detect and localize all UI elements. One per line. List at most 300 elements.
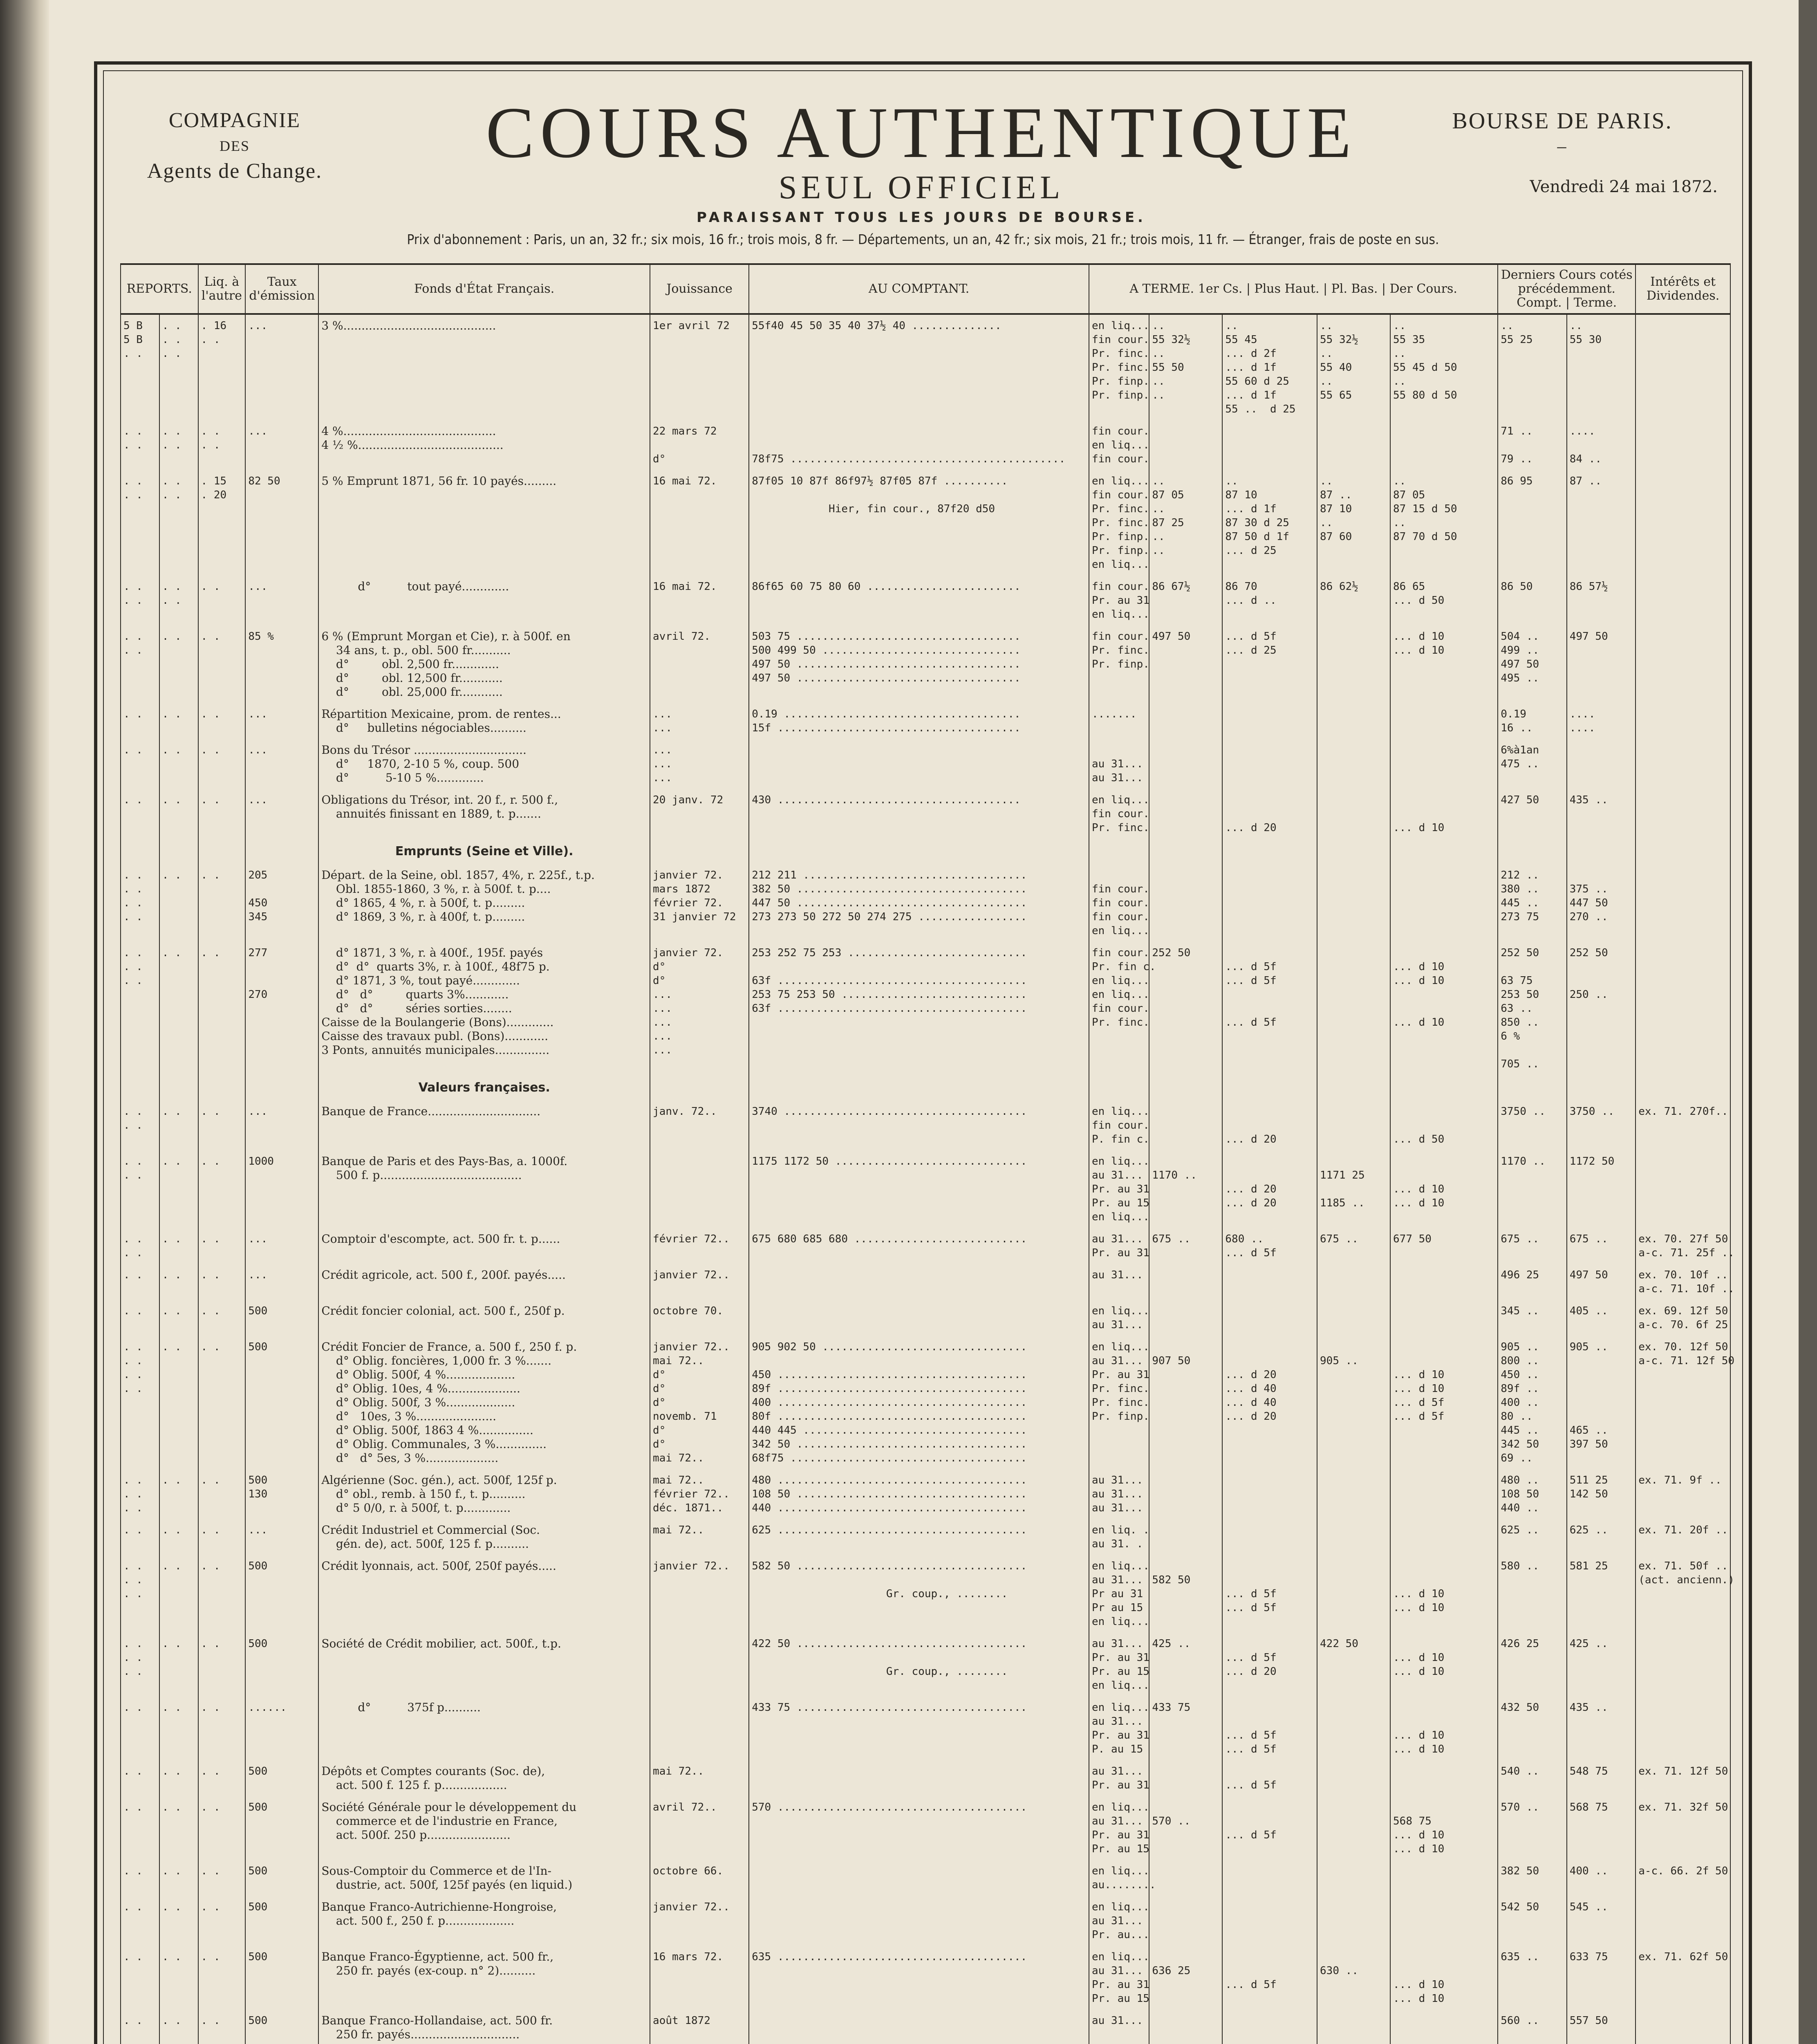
terme-mode-cell: en liq... au 31... Pr. au 31 Pr. finc. Pr. finc. Pr. finp. bbox=[1089, 1336, 1149, 1469]
jouissance-cell: février 72.. bbox=[650, 1228, 749, 1264]
comptant-cell: 570 ....................................... bbox=[749, 1796, 1089, 1860]
dividendes-cell: ex. 71. 9f .. bbox=[1636, 1469, 1730, 1519]
table-body bbox=[121, 314, 1735, 2044]
plus-haut-cell: ... d 20 ... d 20 bbox=[1222, 1150, 1317, 1228]
dernier-cours-cell: ... d 10 ... d 10 bbox=[1390, 1150, 1498, 1228]
liq-autre-cell: . . bbox=[198, 739, 246, 789]
dernier-cours-cell: ... d 10 ... d 10 ... d 5f ... d 5f bbox=[1390, 1336, 1498, 1469]
reports-cell: . . . . bbox=[121, 420, 159, 470]
jouissance-cell: avril 72.. bbox=[650, 1796, 749, 1860]
reports-cell: . . . . bbox=[121, 576, 159, 625]
jouissance-cell: janvier 72. d° d° ... ... ... ... ... bbox=[650, 942, 749, 1075]
liq-pr-cell: . . bbox=[159, 1760, 198, 1796]
terme-mode-cell: fin cour. fin cour. fin cour. en liq... bbox=[1089, 864, 1149, 942]
liq-autre-cell: . 16 . . bbox=[198, 314, 246, 420]
plus-haut-cell bbox=[1222, 1264, 1317, 1300]
blank-cell bbox=[1222, 839, 1317, 864]
premier-cours-cell bbox=[1149, 789, 1222, 839]
premier-cours-cell: 425 .. bbox=[1149, 1633, 1222, 1697]
reports-cell: 5 B 5 B . . bbox=[121, 314, 159, 420]
jouissance-cell: 16 mars 72. bbox=[650, 1946, 749, 2010]
taux-cell: ... bbox=[245, 1100, 318, 1150]
plus-haut-cell: ... d 20 bbox=[1222, 789, 1317, 839]
taux-cell: 500 bbox=[245, 1555, 318, 1633]
liq-autre-cell: . . bbox=[198, 1796, 246, 1860]
taux-cell: 500 bbox=[245, 1796, 318, 1860]
terme-mode-cell: au 31... bbox=[1089, 1264, 1149, 1300]
terme-mode-cell: au 31... au 31... au 31... bbox=[1089, 1469, 1149, 1519]
security-row bbox=[121, 942, 1730, 1075]
dernier-cours-cell bbox=[1390, 864, 1498, 942]
fonds-cell: Banque Franco-Hollandaise, act. 500 fr. 250 fr. payés.............................. bbox=[318, 2010, 650, 2044]
liq-pr-cell: . . bbox=[159, 1555, 198, 1633]
jouissance-cell: 20 janv. 72 bbox=[650, 789, 749, 839]
blank-cell bbox=[650, 1075, 749, 1100]
jouissance-cell: 16 mai 72. bbox=[650, 470, 749, 576]
publisher-line1: COMPAGNIE bbox=[168, 109, 301, 132]
fonds-cell: Crédit lyonnais, act. 500f, 250f payés..... bbox=[318, 1555, 650, 1633]
dividendes-cell: ex. 71. 12f 50 bbox=[1636, 1760, 1730, 1796]
plus-bas-cell bbox=[1317, 1519, 1390, 1555]
comptant-cell: 905 902 50 ................................ 450 ....................................... 89f ....................................... 400 ....................................... 80f ....................................... 440 445 ................................... 342 50 .................................... 68f75 ..................................... bbox=[749, 1336, 1089, 1469]
blank-cell bbox=[121, 839, 159, 864]
reports-cell: . . bbox=[121, 1946, 159, 2010]
reports-cell: . . bbox=[121, 1519, 159, 1555]
plus-bas-cell: 675 .. bbox=[1317, 1228, 1390, 1264]
bourse-block bbox=[1407, 108, 1718, 159]
security-row bbox=[121, 864, 1730, 942]
taux-cell: ... bbox=[245, 314, 318, 420]
premier-cours-cell bbox=[1149, 1760, 1222, 1796]
terme-mode-cell: fin cour. Pr. fin c. en liq... en liq... fin cour. Pr. finc. bbox=[1089, 942, 1149, 1075]
taux-cell: 82 50 bbox=[245, 470, 318, 576]
jouissance-cell bbox=[650, 1697, 749, 1760]
fonds-cell: Crédit Industriel et Commercial (Soc. gén. de), act. 500f, 125 f. p.......... bbox=[318, 1519, 650, 1555]
taux-cell: ... bbox=[245, 703, 318, 739]
fonds-cell: d° tout payé............. bbox=[318, 576, 650, 625]
plus-haut-cell bbox=[1222, 864, 1317, 942]
blank-cell bbox=[749, 839, 1089, 864]
reports-cell: . . bbox=[121, 2010, 159, 2044]
terme-mode-cell: fin cour. Pr. finc. Pr. finp. bbox=[1089, 625, 1149, 703]
reports-cell: . . bbox=[121, 703, 159, 739]
liq-autre-cell: . . bbox=[198, 864, 246, 942]
col-taux: Taux d'émission bbox=[245, 264, 318, 314]
plus-bas-cell bbox=[1317, 1264, 1390, 1300]
dernier-cours-cell bbox=[1390, 1519, 1498, 1555]
liq-pr-cell: . . bbox=[159, 1150, 198, 1228]
security-row bbox=[121, 1633, 1730, 1697]
blank-cell bbox=[1149, 839, 1222, 864]
fonds-cell: Société Générale pour le développement du commerce et de l'industrie en France, act. 500f. 250 p....................... bbox=[318, 1796, 650, 1860]
prev-terme-cell: 581 25 bbox=[1567, 1555, 1636, 1633]
plus-bas-cell bbox=[1317, 942, 1390, 1075]
dernier-cours-cell bbox=[1390, 1896, 1498, 1946]
publisher-line3: Agents de Change. bbox=[147, 159, 323, 183]
dividendes-cell: ex. 71. 50f .. (act. ancienn.) bbox=[1636, 1555, 1730, 1633]
prev-comptant-cell: 542 50 bbox=[1498, 1896, 1566, 1946]
jouissance-cell: 1er avril 72 bbox=[650, 314, 749, 420]
plus-bas-cell: 86 62½ bbox=[1317, 576, 1390, 625]
prev-terme-cell: 568 75 bbox=[1567, 1796, 1636, 1860]
liq-pr-cell: . . bbox=[159, 1519, 198, 1555]
prev-terme-cell: 905 .. 465 .. 397 50 bbox=[1567, 1336, 1636, 1469]
security-row bbox=[121, 1555, 1730, 1633]
prev-comptant-cell: 427 50 bbox=[1498, 789, 1566, 839]
prev-comptant-cell: 675 .. bbox=[1498, 1228, 1566, 1264]
plus-bas-cell bbox=[1317, 1697, 1390, 1760]
dividendes-cell bbox=[1636, 576, 1730, 625]
security-row bbox=[121, 625, 1730, 703]
taux-cell: ...... bbox=[245, 1697, 318, 1760]
dividendes-cell: ex. 71. 270f.. bbox=[1636, 1100, 1730, 1150]
comptant-cell bbox=[749, 1760, 1089, 1796]
reports-cell: . . bbox=[121, 1264, 159, 1300]
prev-comptant-cell: 905 .. 800 .. 450 .. 89f .. 400 .. 80 .. 445 .. 342 50 69 .. bbox=[1498, 1336, 1566, 1469]
taux-cell: 500 bbox=[245, 1633, 318, 1697]
publisher-block bbox=[120, 108, 349, 184]
taux-cell: 277 270 bbox=[245, 942, 318, 1075]
premier-cours-cell: 675 .. bbox=[1149, 1228, 1222, 1264]
prev-terme-cell: 511 25 142 50 bbox=[1567, 1469, 1636, 1519]
dividendes-cell bbox=[1636, 1633, 1730, 1697]
comptant-cell bbox=[749, 2010, 1089, 2044]
taux-cell: ... bbox=[245, 739, 318, 789]
plus-haut-cell: ... d 5f ... d 5f bbox=[1222, 1697, 1317, 1760]
prev-comptant-cell: 3750 .. bbox=[1498, 1100, 1566, 1150]
dividendes-cell: ex. 69. 12f 50 a-c. 70. 6f 25 bbox=[1636, 1300, 1730, 1336]
comptant-cell: 55f40 45 50 35 40 37½ 40 .............. bbox=[749, 314, 1089, 420]
liq-pr-cell: . . bbox=[159, 789, 198, 839]
prev-comptant-cell: 625 .. bbox=[1498, 1519, 1566, 1555]
security-row bbox=[121, 420, 1730, 470]
blank-cell bbox=[198, 839, 246, 864]
blank-cell bbox=[121, 1075, 159, 1100]
plus-bas-cell bbox=[1317, 1100, 1390, 1150]
prev-comptant-cell: 560 .. bbox=[1498, 2010, 1566, 2044]
fonds-cell: 3 %.......................................... bbox=[318, 314, 650, 420]
plus-haut-cell: 680 .. ... d 5f bbox=[1222, 1228, 1317, 1264]
jouissance-cell: 22 mars 72 d° bbox=[650, 420, 749, 470]
security-row bbox=[121, 703, 1730, 739]
premier-cours-cell bbox=[1149, 420, 1222, 470]
fonds-cell: Banque de France............................... bbox=[318, 1100, 650, 1150]
jouissance-cell: janvier 72.. mai 72.. d° d° d° novemb. 71 d° d° mai 72.. bbox=[650, 1336, 749, 1469]
fonds-cell: Obligations du Trésor, int. 20 f., r. 500 f., annuités finissant en 1889, t. p....... bbox=[318, 789, 650, 839]
taux-cell: ... bbox=[245, 1228, 318, 1264]
prev-comptant-cell: 86 95 bbox=[1498, 470, 1566, 576]
reports-cell: . . bbox=[121, 789, 159, 839]
blank-cell bbox=[1498, 839, 1566, 864]
taux-cell: ... bbox=[245, 420, 318, 470]
reports-cell: . . . . . . . . bbox=[121, 864, 159, 942]
comptant-cell: 253 252 75 253 ............................ 63f ....................................... 253 75 253 50 ............................. 63f ....................................... bbox=[749, 942, 1089, 1075]
security-row bbox=[121, 1519, 1730, 1555]
prev-comptant-cell: 580 .. bbox=[1498, 1555, 1566, 1633]
dernier-cours-cell bbox=[1390, 1264, 1498, 1300]
fonds-cell: Bons du Trésor ............................... d° 1870, 2-10 5 %, coup. 500 d° 5-10 5 %............. bbox=[318, 739, 650, 789]
page-frame-inner bbox=[103, 70, 1743, 2044]
prev-terme-cell: .... .... bbox=[1567, 703, 1636, 739]
dernier-cours-cell bbox=[1390, 1860, 1498, 1896]
dividendes-cell bbox=[1636, 420, 1730, 470]
dernier-cours-cell: 568 75 ... d 10 ... d 10 bbox=[1390, 1796, 1498, 1860]
dividendes-cell bbox=[1636, 470, 1730, 576]
dernier-cours-cell: ... d 10 ... d 10 bbox=[1390, 625, 1498, 703]
liq-pr-cell: . . bbox=[159, 1264, 198, 1300]
liq-autre-cell: . . bbox=[198, 1519, 246, 1555]
liq-autre-cell: . . bbox=[198, 789, 246, 839]
comptant-cell: 430 ...................................... bbox=[749, 789, 1089, 839]
terme-mode-cell: au 31... Pr. au 31 Pr. au 15 en liq... bbox=[1089, 1633, 1149, 1697]
page-frame bbox=[94, 61, 1752, 2044]
taux-cell: 85 % bbox=[245, 625, 318, 703]
plus-haut-cell bbox=[1222, 1300, 1317, 1336]
plus-bas-cell: 1171 25 1185 .. bbox=[1317, 1150, 1390, 1228]
premier-cours-cell: 86 67½ bbox=[1149, 576, 1222, 625]
terme-mode-cell: en liq... au 31... Pr. au 31 Pr. au 15 bbox=[1089, 1796, 1149, 1860]
reports-cell: . . bbox=[121, 1896, 159, 1946]
plus-bas-cell bbox=[1317, 789, 1390, 839]
plus-bas-cell bbox=[1317, 864, 1390, 942]
fonds-cell: 6 % (Emprunt Morgan et Cie), r. à 500f. en 34 ans, t. p., obl. 500 fr........... d° obl. 2,500 fr............. d° obl. 12,500 fr............ d° obl. 25,000 fr............ bbox=[318, 625, 650, 703]
security-row bbox=[121, 1150, 1730, 1228]
liq-autre-cell: . . bbox=[198, 1633, 246, 1697]
reports-cell: . . bbox=[121, 1796, 159, 1860]
dernier-cours-cell: ... d 10 ... d 10 bbox=[1390, 1633, 1498, 1697]
dividendes-cell: ex. 71. 20f .. bbox=[1636, 1519, 1730, 1555]
liq-autre-cell: . . . . bbox=[198, 420, 246, 470]
blank-cell bbox=[1636, 839, 1730, 864]
plus-bas-cell bbox=[1317, 2010, 1390, 2044]
liq-autre-cell: . . bbox=[198, 1264, 246, 1300]
blank-cell bbox=[159, 1075, 198, 1100]
prev-comptant-cell: 252 50 63 75 253 50 63 .. 850 .. 6 % 705 .. bbox=[1498, 942, 1566, 1075]
comptant-cell: 480 ....................................... 108 50 .................................... 440 ....................................... bbox=[749, 1469, 1089, 1519]
liq-autre-cell: . . bbox=[198, 942, 246, 1075]
prev-comptant-cell: 540 .. bbox=[1498, 1760, 1566, 1796]
terme-mode-cell: au 31... bbox=[1089, 2010, 1149, 2044]
jouissance-cell: ... ... bbox=[650, 703, 749, 739]
liq-pr-cell: . . bbox=[159, 1896, 198, 1946]
dernier-cours-cell bbox=[1390, 420, 1498, 470]
col-reports: REPORTS. bbox=[121, 264, 198, 314]
fonds-cell: Comptoir d'escompte, act. 500 fr. t. p...... bbox=[318, 1228, 650, 1264]
dernier-cours-cell: .. 87 05 87 15 d 50 .. 87 70 d 50 bbox=[1390, 470, 1498, 576]
dividendes-cell: ex. 70. 10f .. a-c. 71. 10f .. bbox=[1636, 1264, 1730, 1300]
prev-terme-cell: 633 75 bbox=[1567, 1946, 1636, 2010]
col-a-terme: A TERME. 1er Cs. | Plus Haut. | Pl. Bas. | Der Cours. bbox=[1089, 264, 1498, 314]
dernier-cours-cell: 677 50 bbox=[1390, 1228, 1498, 1264]
comptant-cell: 433 75 .................................... bbox=[749, 1697, 1089, 1760]
premier-cours-cell: 907 50 bbox=[1149, 1336, 1222, 1469]
section-heading: Valeurs françaises. bbox=[318, 1075, 650, 1100]
prev-comptant-cell: 426 25 bbox=[1498, 1633, 1566, 1697]
jouissance-cell: avril 72. bbox=[650, 625, 749, 703]
terme-mode-cell: en liq... au 31... Pr au 31 Pr au 15 en liq... bbox=[1089, 1555, 1149, 1633]
plus-haut-cell bbox=[1222, 1860, 1317, 1896]
dividendes-cell: a-c. 66. 2f 50 bbox=[1636, 1860, 1730, 1896]
terme-mode-cell: en liq... au 31... Pr. au 31 P. au 15 bbox=[1089, 1697, 1149, 1760]
dernier-cours-cell: ... d 10 ... d 10 bbox=[1390, 1555, 1498, 1633]
fonds-cell: 5 % Emprunt 1871, 56 fr. 10 payés......... bbox=[318, 470, 650, 576]
premier-cours-cell bbox=[1149, 703, 1222, 739]
premier-cours-cell bbox=[1149, 1860, 1222, 1896]
dividendes-cell bbox=[1636, 625, 1730, 703]
prev-comptant-cell: 345 .. bbox=[1498, 1300, 1566, 1336]
premier-cours-cell bbox=[1149, 1300, 1222, 1336]
taux-cell: 205 450 345 bbox=[245, 864, 318, 942]
premier-cours-cell: 433 75 bbox=[1149, 1697, 1222, 1760]
liq-pr-cell: . . bbox=[159, 625, 198, 703]
prev-terme-cell: 497 50 bbox=[1567, 1264, 1636, 1300]
security-row bbox=[121, 1697, 1730, 1760]
prev-comptant-cell: 480 .. 108 50 440 .. bbox=[1498, 1469, 1566, 1519]
taux-cell: ... bbox=[245, 1519, 318, 1555]
taux-cell: 500 bbox=[245, 1860, 318, 1896]
jouissance-cell: 16 mai 72. bbox=[650, 576, 749, 625]
blank-cell bbox=[1317, 1075, 1390, 1100]
jouissance-cell: janvier 72.. bbox=[650, 1555, 749, 1633]
security-row bbox=[121, 1336, 1730, 1469]
comptant-cell: 212 211 ................................... 382 50 .................................... 447 50 .................................... 273 273 50 272 50 274 275 ................. bbox=[749, 864, 1089, 942]
jouissance-cell: mai 72.. février 72.. déc. 1871.. bbox=[650, 1469, 749, 1519]
liq-autre-cell: . . bbox=[198, 1469, 246, 1519]
liq-pr-cell: . . . . bbox=[159, 420, 198, 470]
fonds-cell: d° 375f p.......... bbox=[318, 1697, 650, 1760]
premier-cours-cell bbox=[1149, 1519, 1222, 1555]
plus-bas-cell: .. 55 32½ .. 55 40 .. 55 65 bbox=[1317, 314, 1390, 420]
liq-autre-cell: . . bbox=[198, 1896, 246, 1946]
blank-cell bbox=[1567, 1075, 1636, 1100]
terme-mode-cell: en liq... au 31... Pr. au 31 Pr. au 15 en liq... bbox=[1089, 1150, 1149, 1228]
taux-cell: 500 bbox=[245, 1336, 318, 1469]
blank-cell bbox=[1636, 1075, 1730, 1100]
plus-haut-cell bbox=[1222, 739, 1317, 789]
plus-bas-cell: 422 50 bbox=[1317, 1633, 1390, 1697]
fonds-cell: Crédit foncier colonial, act. 500 f., 250f p. bbox=[318, 1300, 650, 1336]
col-fonds: Fonds d'État Français. bbox=[318, 264, 650, 314]
prev-terme-cell: 87 .. bbox=[1567, 470, 1636, 576]
plus-haut-cell: ... d 5f ... d 20 bbox=[1222, 1633, 1317, 1697]
blank-cell bbox=[198, 1075, 246, 1100]
liq-pr-cell: . . . . . . bbox=[159, 314, 198, 420]
liq-autre-cell: . . bbox=[198, 2010, 246, 2044]
comptant-cell: 422 50 .................................... Gr. coup., ........ bbox=[749, 1633, 1089, 1697]
terme-mode-cell: fin cour. Pr. au 31 en liq... bbox=[1089, 576, 1149, 625]
dividendes-cell bbox=[1636, 1697, 1730, 1760]
taux-cell: ... bbox=[245, 576, 318, 625]
liq-autre-cell: . . bbox=[198, 703, 246, 739]
comptant-cell bbox=[749, 1264, 1089, 1300]
liq-autre-cell: . . bbox=[198, 576, 246, 625]
plus-bas-cell bbox=[1317, 1469, 1390, 1519]
prev-comptant-cell: 382 50 bbox=[1498, 1860, 1566, 1896]
reports-cell: . . . . . . bbox=[121, 1633, 159, 1697]
dernier-cours-cell bbox=[1390, 1760, 1498, 1796]
liq-pr-cell: . . bbox=[159, 703, 198, 739]
fonds-cell: Banque Franco-Égyptienne, act. 500 fr., 250 fr. payés (ex-coup. n° 2).......... bbox=[318, 1946, 650, 2010]
comptant-cell: 1175 1172 50 .............................. bbox=[749, 1150, 1089, 1228]
subscription-prices: Prix d'abonnement : Paris, un an, 32 fr.; six mois, 16 fr.; trois mois, 8 fr. — Départements, un an, 42 fr.; six mois, 21 fr.; trois mois, 11 fr. — Étranger, frais de poste en sus. bbox=[407, 231, 1439, 247]
blank-cell bbox=[1498, 1075, 1566, 1100]
prev-terme-cell: 435 .. bbox=[1567, 1697, 1636, 1760]
plus-bas-cell: 905 .. bbox=[1317, 1336, 1390, 1469]
dernier-cours-cell: ... d 10 ... d 10 bbox=[1390, 1697, 1498, 1760]
dividendes-cell: ex. 71. 32f 50 bbox=[1636, 1796, 1730, 1860]
prev-terme-cell: 675 .. bbox=[1567, 1228, 1636, 1264]
jouissance-cell bbox=[650, 1150, 749, 1228]
fonds-cell: 4 %.......................................... 4 ½ %........................................ bbox=[318, 420, 650, 470]
plus-haut-cell: .. 87 10 ... d 1f 87 30 d 25 87 50 d 1f ... d 25 bbox=[1222, 470, 1317, 576]
liq-pr-cell: . . bbox=[159, 1100, 198, 1150]
fonds-cell: Dépôts et Comptes courants (Soc. de), act. 500 f. 125 f. p.................. bbox=[318, 1760, 650, 1796]
taux-cell: ... bbox=[245, 1264, 318, 1300]
taux-cell: 500 bbox=[245, 2010, 318, 2044]
taux-cell: 500 bbox=[245, 1896, 318, 1946]
plus-bas-cell bbox=[1317, 1796, 1390, 1860]
plus-bas-cell: .. 87 .. 87 10 .. 87 60 bbox=[1317, 470, 1390, 576]
jouissance-cell: janvier 72. mars 1872 février 72. 31 janvier 72 bbox=[650, 864, 749, 942]
terme-mode-cell: en liq... au 31... Pr. au 31 Pr. au 15 bbox=[1089, 1946, 1149, 2010]
issue-date: Vendredi 24 mai 1872. bbox=[1530, 177, 1718, 196]
prev-comptant-cell: 496 25 bbox=[1498, 1264, 1566, 1300]
plus-bas-cell bbox=[1317, 1555, 1390, 1633]
col-interets: Intérêts et Dividendes. bbox=[1636, 264, 1730, 314]
liq-autre-cell: . . bbox=[198, 1228, 246, 1264]
liq-pr-cell: . . bbox=[159, 1946, 198, 2010]
jouissance-cell bbox=[650, 1633, 749, 1697]
taux-cell: 500 bbox=[245, 1760, 318, 1796]
plus-bas-cell bbox=[1317, 420, 1390, 470]
terme-mode-cell: au 31... au 31... bbox=[1089, 739, 1149, 789]
book-binding bbox=[0, 0, 49, 2044]
prev-comptant-cell: 432 50 bbox=[1498, 1697, 1566, 1760]
jouissance-cell: octobre 70. bbox=[650, 1300, 749, 1336]
plus-bas-cell bbox=[1317, 1300, 1390, 1336]
col-liq-autre: Liq. à l'autre bbox=[198, 264, 246, 314]
dernier-cours-cell: ... d 10 ... d 10 bbox=[1390, 1946, 1498, 2010]
liq-pr-cell: . . bbox=[159, 1633, 198, 1697]
terme-mode-cell: au 31... Pr. au 31 bbox=[1089, 1228, 1149, 1264]
plus-bas-cell bbox=[1317, 739, 1390, 789]
blank-cell bbox=[1089, 839, 1149, 864]
liq-pr-cell: . . . . bbox=[159, 470, 198, 576]
reports-cell: . . bbox=[121, 739, 159, 789]
blank-cell bbox=[1390, 1075, 1498, 1100]
prev-terme-cell: .... 84 .. bbox=[1567, 420, 1636, 470]
security-row bbox=[121, 1946, 1730, 2010]
security-row bbox=[121, 1100, 1730, 1150]
section-heading-row bbox=[121, 1075, 1730, 1100]
terme-mode-cell: en liq. . au 31. . bbox=[1089, 1519, 1149, 1555]
prev-comptant-cell: 212 .. 380 .. 445 .. 273 75 bbox=[1498, 864, 1566, 942]
blank-cell bbox=[1149, 1075, 1222, 1100]
jouissance-cell: mai 72.. bbox=[650, 1760, 749, 1796]
security-row bbox=[121, 470, 1730, 576]
jouissance-cell: octobre 66. bbox=[650, 1860, 749, 1896]
terme-mode-cell: au 31... Pr. au 31 bbox=[1089, 1760, 1149, 1796]
reports-cell: . . . . bbox=[121, 1228, 159, 1264]
prev-comptant-cell: 0.19 16 .. bbox=[1498, 703, 1566, 739]
security-row bbox=[121, 1760, 1730, 1796]
col-jouissance: Jouissance bbox=[650, 264, 749, 314]
dernier-cours-cell: ... d 10 ... d 10 ... d 10 bbox=[1390, 942, 1498, 1075]
premier-cours-cell bbox=[1149, 1469, 1222, 1519]
jouissance-cell: janv. 72.. bbox=[650, 1100, 749, 1150]
premier-cours-cell: 570 .. bbox=[1149, 1796, 1222, 1860]
terme-mode-cell: en liq... au 31... bbox=[1089, 1300, 1149, 1336]
